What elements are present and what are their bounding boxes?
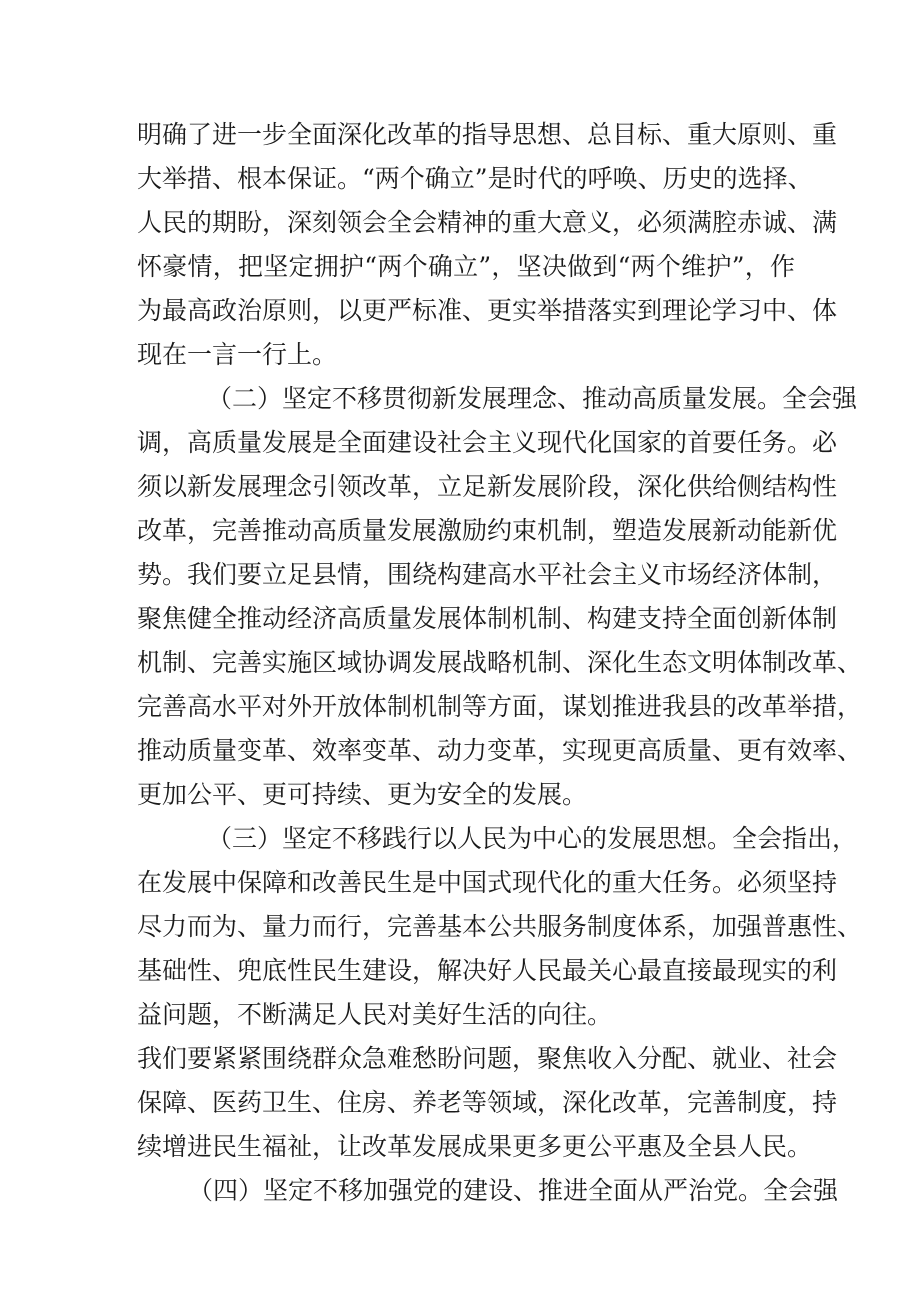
text-line: 聚焦健全推动经济高质量发展体制机制、构建支持全面创新体制 <box>137 604 838 633</box>
text-line: 为最高政治原则，以更严标准、更实举措落实到理论学习中、体 <box>137 296 838 325</box>
text-line: 更加公平、更可持续、更为安全的发展。 <box>137 780 588 809</box>
text-line: 保障、医药卫生、住房、养老等领域，深化改革，完善制度，持 <box>137 1088 838 1117</box>
paragraph-heading: （四）坚定不移加强党的建设、推进全面从严治党。全会强 <box>188 1176 839 1205</box>
text-line: 续增进民生福祉，让改革发展成果更多更公平惠及全县人民。 <box>137 1132 813 1161</box>
text-line: 机制、完善实施区域协调发展战略机制、深化生态文明体制改革、 <box>137 648 863 677</box>
text-line: 明确了进一步全面深化改革的指导思想、总目标、重大原则、重 <box>137 120 838 149</box>
text-line: 须以新发展理念引领改革，立足新发展阶段，深化供给侧结构性 <box>137 472 838 501</box>
text-line: 尽力而为、量力而行，完善基本公共服务制度体系，加强普惠性、 <box>137 912 863 941</box>
text-line: 现在一言一行上。 <box>137 340 338 369</box>
text-line: 我们要紧紧围绕群众急难愁盼问题，聚焦收入分配、就业、社会 <box>137 1044 838 1073</box>
text-line: 益问题，不断满足人民对美好生活的向往。 <box>137 1000 613 1029</box>
text-line: 基础性、兜底性民生建设，解决好人民最关心最直接最现实的利 <box>137 956 838 985</box>
text-line: 改革，完善推动高质量发展激励约束机制，塑造发展新动能新优 <box>137 516 838 545</box>
text-line: 调，高质量发展是全面建设社会主义现代化国家的首要任务。必 <box>137 428 838 457</box>
text-line: 推动质量变革、效率变革、动力变革，实现更高质量、更有效率、 <box>137 736 863 765</box>
text-line: 大举措、根本保证。“两个确立”是时代的呼唤、历史的选择、 <box>137 164 813 193</box>
text-line: 在发展中保障和改善民生是中国式现代化的重大任务。必须坚持 <box>137 868 838 897</box>
text-line: 怀豪情，把坚定拥护“两个确立”，坚决做到“两个维护”，作 <box>137 252 795 281</box>
text-line: 人民的期盼，深刻领会全会精神的重大意义，必须满腔赤诚、满 <box>137 208 838 237</box>
paragraph-heading: （二）坚定不移贯彻新发展理念、推动高质量发展。全会强 <box>207 384 858 413</box>
text-line: 完善高水平对外开放体制机制等方面，谋划推进我县的改革举措， <box>137 692 863 721</box>
paragraph-heading: （三）坚定不移践行以人民为中心的发展思想。全会指出， <box>207 824 858 853</box>
text-line: 势。我们要立足县情，围绕构建高水平社会主义市场经济体制， <box>137 560 838 589</box>
